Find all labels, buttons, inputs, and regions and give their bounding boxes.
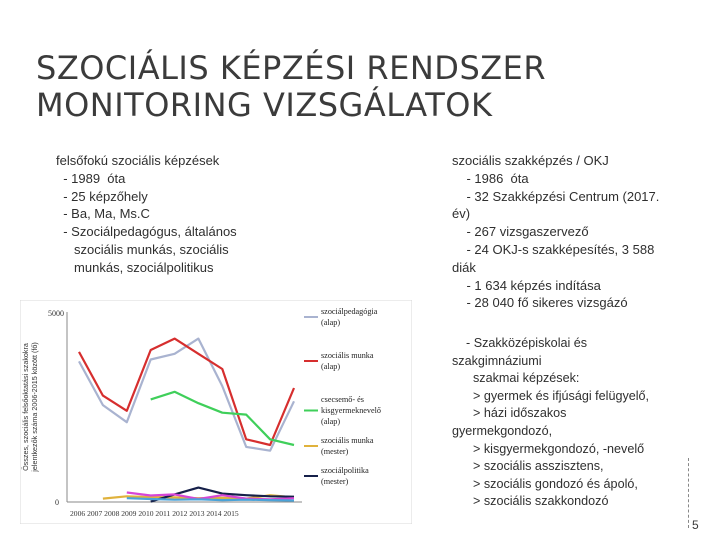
divider-line	[688, 458, 689, 528]
text-line: diák	[452, 259, 476, 275]
text-line: - 24 OKJ-s szakképesítés, 3 588	[452, 241, 655, 257]
slide-title-line-2: MONITORING VIZSGÁLATOK	[36, 86, 493, 124]
legend-label-line: (alap)	[321, 417, 341, 426]
text-line: - 25 képzőhely	[56, 188, 148, 204]
slide-title-line-1: SZOCIÁLIS KÉPZÉSI RENDSZER	[36, 49, 547, 87]
vocational-training-block	[452, 152, 702, 312]
y-tick-label-max: 5000	[48, 309, 64, 318]
y-axis-title-line-1: Összes, szociális felsőoktatási szakokra	[21, 343, 30, 471]
legend-label-line: szociálpedagógia	[321, 307, 378, 316]
higher-education-block	[56, 152, 286, 277]
legend-label-line: (mester)	[321, 447, 349, 456]
page-number: 5	[692, 518, 699, 532]
text-line: gyermekgondozó,	[452, 423, 553, 438]
text-line: - Szakközépiskolai és	[452, 336, 588, 350]
secondary-training-block	[452, 335, 702, 511]
legend-label-line: (mester)	[321, 477, 349, 486]
text-line: > házi időszakos	[452, 406, 567, 421]
x-tick-labels: 2006 2007 2008 2009 2010 2011 2012 2013 2014 2015	[70, 509, 239, 518]
text-line: - 1986 óta	[452, 170, 529, 186]
text-line: > kisgyermekgondozó, -nevelő	[452, 441, 645, 456]
y-axis-title	[21, 342, 39, 472]
text-line: > gyermek és ifjúsági felügyelő,	[452, 388, 650, 403]
text-line: - 1 634 képzés indítása	[452, 277, 601, 293]
text-line: > szociális gondozó és ápoló,	[452, 476, 638, 491]
text-line: szakgimnáziumi	[452, 353, 542, 368]
text-line: - Szociálpedagógus, általános	[56, 224, 237, 240]
text-line: > szociális asszisztens,	[452, 459, 604, 474]
text-line: felsőfokú szociális képzések	[56, 153, 220, 168]
text-line: - 267 vizsgaszervező	[452, 224, 589, 240]
legend-label-line: (alap)	[321, 318, 341, 327]
text-line: szociális szakképzés / OKJ	[452, 153, 609, 168]
legend-label-line: csecsemő- és	[321, 395, 364, 404]
text-line: munkás, szociálpolitikus	[56, 259, 214, 275]
text-line: - 28 040 fő sikeres vizsgázó	[452, 295, 628, 311]
y-tick-label-min: 0	[55, 498, 59, 507]
y-axis-title-line-2: jelentkezők száma 2006-2015 között (fő)	[30, 342, 39, 472]
text-line: szakmai képzések:	[452, 371, 580, 386]
text-line: - 32 Szakképzési Centrum (2017.	[452, 188, 660, 204]
applicants-line-chart	[20, 300, 412, 524]
legend-label-line: szociálpolitika	[321, 466, 369, 475]
legend-label-line: (alap)	[321, 362, 341, 371]
slide-title	[36, 50, 676, 124]
text-line: - 1989 óta	[56, 170, 126, 186]
legend-label-line: szociális munka	[321, 436, 374, 445]
legend-label-line: kisgyermeknevelő	[321, 406, 382, 415]
legend-label-line: szociális munka	[321, 351, 374, 360]
text-line: év)	[452, 206, 471, 222]
text-line: > szociális szakkondozó	[452, 494, 609, 509]
text-line: - Ba, Ma, Ms.C	[56, 206, 150, 222]
chart-svg	[20, 300, 412, 524]
text-line: szociális munkás, szociális	[56, 241, 229, 257]
